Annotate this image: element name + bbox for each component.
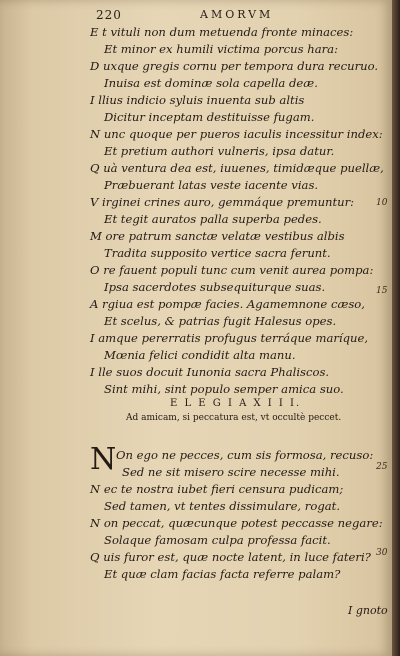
verse-line: Ipsa sacerdotes subsequiturque suas. bbox=[104, 280, 326, 294]
verse-line: E t vituli non dum metuenda fronte minaces: bbox=[90, 25, 354, 39]
verse-line: Et pretium authori vulneris, ipsa datur. bbox=[104, 144, 335, 158]
verse-line: Sed ne sit misero scire necesse mihi. bbox=[122, 465, 340, 479]
verse-line: Solaque famosam culpa professa facit. bbox=[104, 533, 331, 547]
verse-line: Q uà ventura dea est, iuuenes, timidæque puellæ, bbox=[90, 161, 384, 175]
verse-line: M ore patrum sanctæ velatæ vestibus albis bbox=[90, 229, 345, 243]
verse-line: Et minor ex humili victima porcus hara: bbox=[104, 42, 338, 56]
verse-line: N on peccat, quæcunque potest peccasse negare: bbox=[90, 516, 383, 530]
margin-line-number: 30 bbox=[376, 548, 388, 558]
verse-line: On ego ne pecces, cum sis formosa, recuso: bbox=[116, 448, 374, 462]
binding-edge bbox=[392, 0, 400, 656]
verse-line: N ec te nostra iubet fieri censura pudicam; bbox=[90, 482, 344, 496]
verse-line: I llius indicio syluis inuenta sub altis bbox=[90, 93, 305, 107]
verse-line: Sed tamen, vt tentes dissimulare, rogat. bbox=[104, 499, 341, 513]
verse-line: Et tegit auratos palla superba pedes. bbox=[104, 212, 322, 226]
verse-line: I amque pererratis profugus terráque maríque, bbox=[90, 331, 369, 345]
verse-line: Præbuerant latas veste iacente vias. bbox=[104, 178, 319, 192]
verse-line: Inuisa est dominæ sola capella deæ. bbox=[104, 76, 318, 90]
verse-line: Et scelus, & patrias fugit Halesus opes. bbox=[104, 314, 337, 328]
verse-line: I lle suos docuit Iunonia sacra Phaliscos. bbox=[90, 365, 330, 379]
margin-line-number: 15 bbox=[376, 286, 388, 296]
margin-line-number: 25 bbox=[376, 462, 388, 472]
margin-line-number: 10 bbox=[376, 198, 388, 208]
verse-line: D uxque gregis cornu per tempora dura recuruo. bbox=[90, 59, 379, 73]
verse-line: Q uis furor est, quæ nocte latent, in luce fateri? bbox=[90, 550, 371, 564]
verse-line: V irginei crines auro, gemmáque premuntur: bbox=[90, 195, 355, 209]
drop-capital: N bbox=[90, 442, 117, 477]
verse-line: A rgiua est pompæ facies. Agamemnone cæso, bbox=[90, 297, 365, 311]
verse-line: Mœnia felici condidit alta manu. bbox=[104, 348, 296, 362]
verse-line: Tradita supposito vertice sacra ferunt. bbox=[104, 246, 331, 260]
running-head: AMORVM bbox=[200, 8, 274, 21]
catchword: I gnoto bbox=[348, 604, 388, 617]
verse-line: Sint mihi, sint populo semper amica suo. bbox=[104, 382, 344, 396]
verse-line: O re fauent populi tunc cum venit aurea pompa: bbox=[90, 263, 374, 277]
page-header bbox=[96, 8, 356, 24]
elegy-title: E L E G I A X I I I. bbox=[170, 398, 302, 409]
page-number: 220 bbox=[96, 8, 122, 22]
verse-line: Dicitur inceptam destituisse fugam. bbox=[104, 110, 315, 124]
verse-line: Et quæ clam facias facta referre palam? bbox=[104, 567, 341, 581]
elegy-subtitle: Ad amicam, si peccatura est, vt occultè peccet. bbox=[126, 413, 342, 423]
verse-line: N unc quoque per pueros iaculis incessitur index: bbox=[90, 127, 383, 141]
